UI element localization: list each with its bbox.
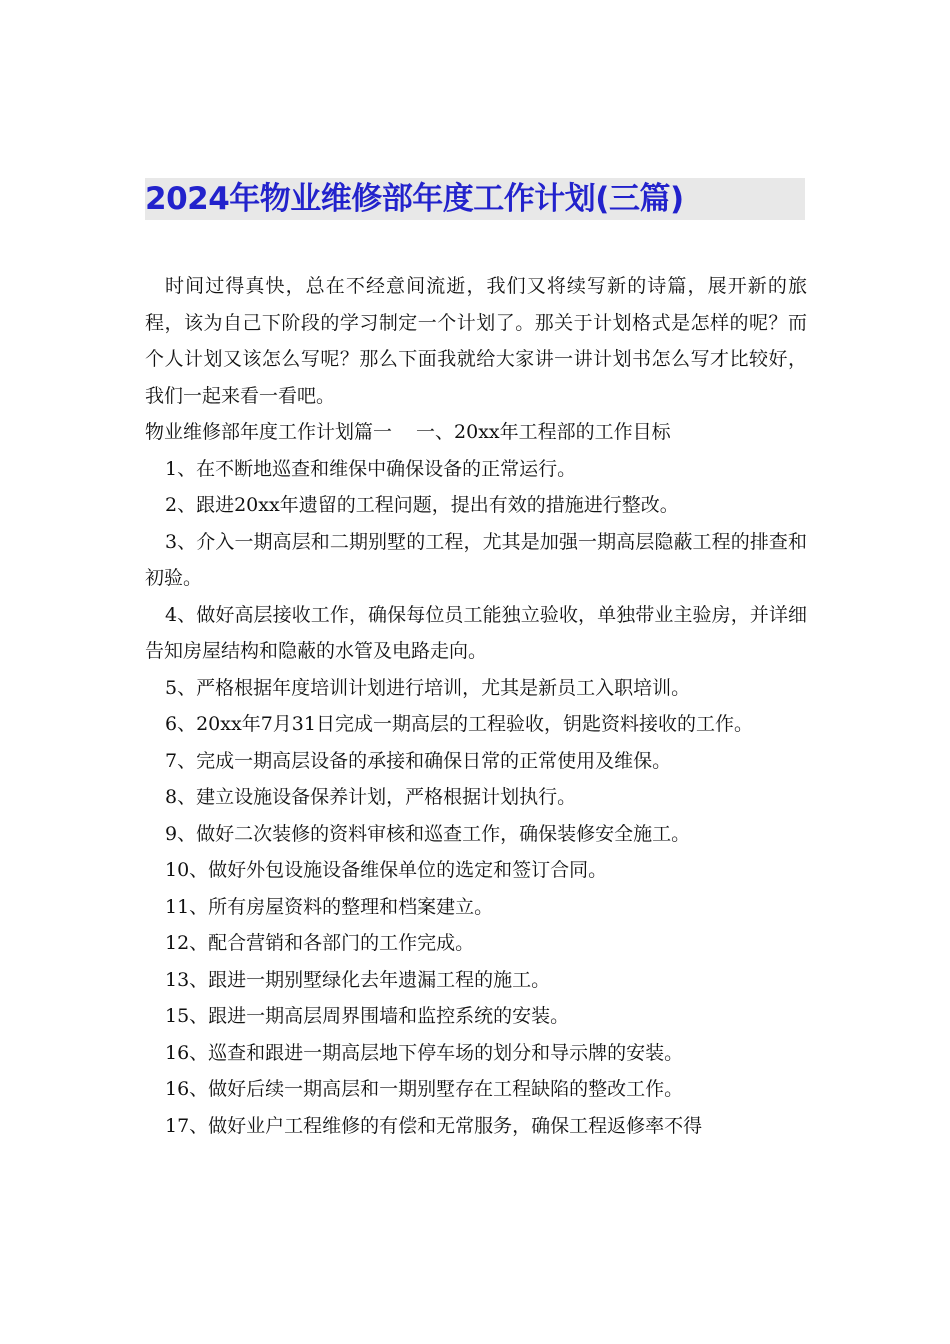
section-heading-line [145,414,807,451]
subsection-heading: 一、20xx年工程部的工作目标 [416,421,671,443]
intro-paragraph: 时间过得真快，总在不经意间流逝，我们又将续写新的诗篇，展开新的旅程，该为自己下阶段的学习制定一个计划了。那关于计划格式是怎样的呢？而个人计划又该怎么写呢？那么下面我就给大家讲一讲计划书怎么写才比较好，我们一起来看一看吧。 [145,275,807,407]
list-item: 5、严格根据年度培训计划进行培训，尤其是新员工入职培训。 [165,676,691,699]
list-item: 8、建立设施设备保养计划，严格根据计划执行。 [165,786,577,808]
section-heading: 物业维修部年度工作计划篇一 [145,421,393,443]
list-item: 11、所有房屋资料的整理和档案建立。 [165,895,494,918]
list-item: 9、做好二次装修的资料审核和巡查工作，确保装修安全施工。 [165,822,691,845]
goal-list [145,451,807,1145]
document-body [145,268,807,1144]
list-item: 4、做好高层接收工作，确保每位员工能独立验收，单独带业主验房，并详细告知房屋结构和隐蔽的水管及电路走向。 [145,603,807,662]
list-item: 15、跟进一期高层周界围墙和监控系统的安装。 [165,1005,570,1027]
list-item: 2、跟进20xx年遗留的工程问题，提出有效的措施进行整改。 [165,494,679,516]
page-title: 2024年物业维修部年度工作计划(三篇) [145,181,684,217]
list-item: 1、在不断地巡查和维保中确保设备的正常运行。 [165,457,577,480]
list-item: 12、配合营销和各部门的工作完成。 [165,932,475,954]
list-item: 3、介入一期高层和二期别墅的工程，尤其是加强一期高层隐蔽工程的排查和初验。 [145,530,807,589]
list-item: 13、跟进一期别墅绿化去年遗漏工程的施工。 [165,968,551,991]
list-item: 7、完成一期高层设备的承接和确保日常的正常使用及维保。 [165,749,672,772]
list-item: 16、巡查和跟进一期高层地下停车场的划分和导示牌的安装。 [165,1041,684,1064]
list-item: 17、做好业户工程维修的有偿和无常服务，确保工程返修率不得 [165,1114,703,1137]
list-item: 10、做好外包设施设备维保单位的选定和签订合同。 [165,859,608,881]
list-item: 6、20xx年7月31日完成一期高层的工程验收，钥匙资料接收的工作。 [165,713,753,735]
list-item: 16、做好后续一期高层和一期别墅存在工程缺陷的整改工作。 [165,1078,684,1100]
title-highlight [145,178,805,220]
